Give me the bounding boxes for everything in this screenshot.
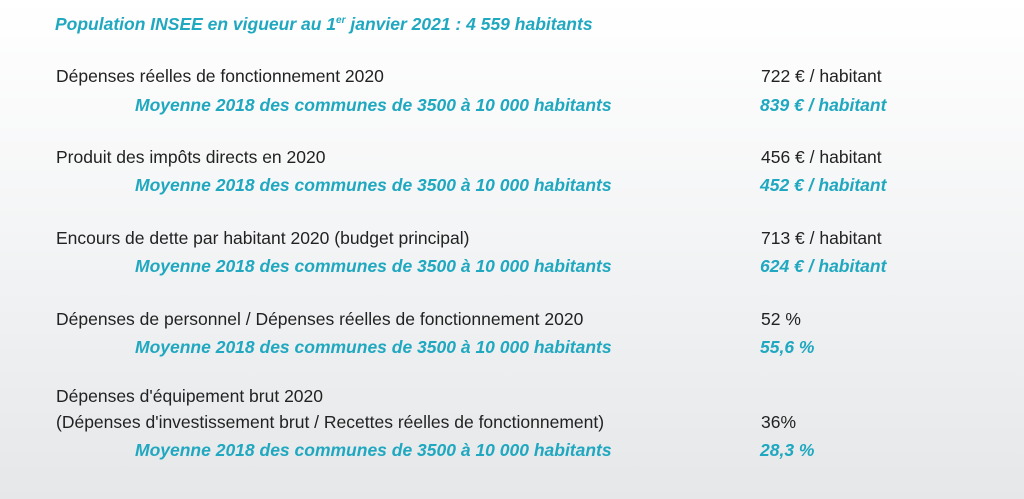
average-label: Moyenne 2018 des communes de 3500 à 10 000 habitants xyxy=(135,175,612,195)
title-text: Population INSEE en vigueur au 1 xyxy=(55,14,337,34)
indicator-label: Dépenses de personnel / Dépenses réelles de fonctionnement 2020 xyxy=(56,309,584,329)
indicator-row-operating-expenses xyxy=(0,66,1024,90)
average-label: Moyenne 2018 des communes de 3500 à 10 000 habitants xyxy=(135,256,612,276)
average-value: 28,3 % xyxy=(760,440,815,460)
title-text-end: janvier 2021 : 4 559 habitants xyxy=(345,14,593,34)
indicator-label-detail: (Dépenses d'investissement brut / Recettes réelles de fonctionnement) xyxy=(56,412,605,432)
average-row-personnel xyxy=(0,337,1024,361)
indicator-label: Produit des impôts directs en 2020 xyxy=(56,147,326,167)
average-row-operating-expenses xyxy=(0,95,1024,119)
indicator-row-personnel xyxy=(0,309,1024,333)
indicator-row-equipment-detail xyxy=(0,412,1024,436)
average-value: 839 € / habitant xyxy=(760,95,887,115)
indicator-value: 52 % xyxy=(761,309,801,329)
average-row-equipment xyxy=(0,440,1024,464)
indicator-row-debt xyxy=(0,228,1024,252)
indicator-value: 722 € / habitant xyxy=(761,66,882,86)
average-value: 624 € / habitant xyxy=(760,256,887,276)
indicator-row-equipment xyxy=(0,386,1024,410)
average-value: 55,6 % xyxy=(760,337,815,357)
average-value: 452 € / habitant xyxy=(760,175,887,195)
average-row-direct-taxes xyxy=(0,175,1024,199)
indicator-label: Dépenses réelles de fonctionnement 2020 xyxy=(56,66,384,86)
indicator-value: 456 € / habitant xyxy=(761,147,882,167)
indicator-label: Encours de dette par habitant 2020 (budget principal) xyxy=(56,228,470,248)
indicator-label: Dépenses d'équipement brut 2020 xyxy=(56,386,324,406)
average-label: Moyenne 2018 des communes de 3500 à 10 000 habitants xyxy=(135,95,612,115)
average-row-debt xyxy=(0,256,1024,280)
average-label: Moyenne 2018 des communes de 3500 à 10 000 habitants xyxy=(135,337,612,357)
average-label: Moyenne 2018 des communes de 3500 à 10 000 habitants xyxy=(135,440,612,460)
title-superscript: er xyxy=(336,15,346,27)
page-title xyxy=(55,14,593,35)
indicator-row-direct-taxes xyxy=(0,147,1024,171)
indicator-value: 713 € / habitant xyxy=(761,228,882,248)
indicator-value: 36% xyxy=(761,412,797,432)
